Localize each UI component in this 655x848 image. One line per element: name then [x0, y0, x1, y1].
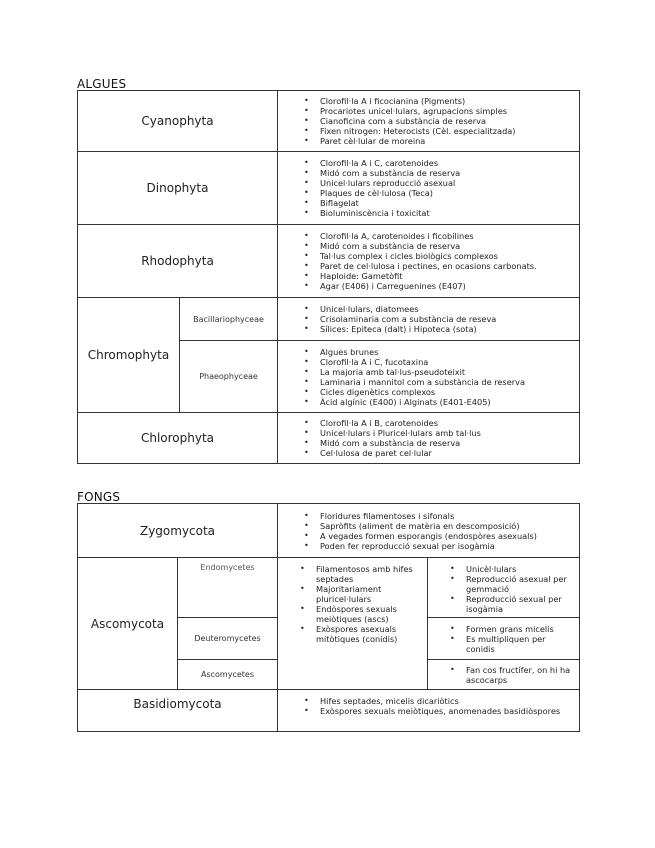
list-item: • Unicel·lulars reproducció asexual — [320, 178, 575, 188]
trait-list — [278, 156, 579, 220]
subclass-name: Phaeophyceae — [180, 341, 278, 413]
list-item: • Exòspores asexuals mitòtiques (conidis) — [316, 624, 423, 644]
list-item: • Sapròfits (aliment de matèria en descomposició) — [320, 521, 575, 531]
list-item: • Plaques de cèl·lulosa (Teca) — [320, 188, 575, 198]
taxon-name: Dinophyta — [78, 152, 278, 225]
trait-list — [428, 663, 579, 687]
list-item: • Paret cèl·lular de moreina — [320, 136, 575, 146]
list-item: • Tal·lus complex i cicles biològics complexos — [320, 251, 575, 261]
subclass-name: Deuteromycetes — [178, 618, 278, 660]
list-item: • Biflagelat — [320, 198, 575, 208]
list-item: • Reproducció asexual per gemmació — [466, 574, 575, 594]
table-row — [78, 504, 580, 558]
taxon-name: Chromophyta — [78, 298, 180, 413]
list-item: • Bioluminiscència i toxicitat — [320, 208, 575, 218]
list-item: • Poden fer reproducció sexual per isogàmia — [320, 541, 575, 551]
list-item: • Clorofil·la A i B, carotenoides — [320, 418, 575, 428]
trait-list — [278, 690, 579, 718]
list-item: • A vegades formen esporangis (endospòres asexuals) — [320, 531, 575, 541]
list-item: • Reproducció sexual per isogàmia — [466, 594, 575, 614]
table-row — [78, 298, 580, 341]
taxon-name: Rhodophyta — [78, 225, 278, 298]
list-item: • Formen grans micelis — [466, 624, 575, 634]
list-item: • Majoritariament pluricel·lulars — [316, 584, 423, 604]
table-row — [78, 152, 580, 225]
taxon-name: Zygomycota — [78, 504, 278, 558]
list-item: • Unicel·lulars, diatomees — [320, 304, 575, 314]
list-item: • Clorofil·la A, carotenoides i ficobilines — [320, 231, 575, 241]
list-item: • Exòspores sexuals meiòtiques, anomenades basidiòspores — [320, 706, 575, 716]
trait-list — [278, 229, 579, 293]
subclass-name: Endomycetes — [178, 558, 278, 618]
list-item: • Agar (E406) i Carreguenines (E407) — [320, 281, 575, 291]
taxon-name: Cyanophyta — [78, 91, 278, 152]
table-row — [78, 225, 580, 298]
list-item: • Cianoficina com a substància de reserva — [320, 116, 575, 126]
trait-list — [278, 509, 579, 553]
table-row — [78, 690, 580, 732]
list-item: • Procariotes unicel·lulars, agrupacions simples — [320, 106, 575, 116]
fongs-table — [77, 503, 580, 732]
trait-list — [278, 416, 579, 460]
list-item: • Algues brunes — [320, 347, 575, 357]
trait-list — [278, 94, 579, 148]
fongs-title: FONGS — [77, 490, 121, 504]
list-item: • Clorofil·la A i C, fucotaxina — [320, 357, 575, 367]
trait-list — [278, 558, 427, 646]
list-item: • Crisolaminaria com a substància de reseva — [320, 314, 575, 324]
list-item: • Es multipliquen per conidis — [466, 634, 575, 654]
subclass-name: Bacillariophyceae — [180, 298, 278, 341]
trait-list — [428, 558, 579, 616]
table-row — [78, 91, 580, 152]
list-item: • Floridures filamentoses i sifonals — [320, 511, 575, 521]
table-row — [78, 558, 580, 618]
list-item: • La majoria amb tal·lus-pseudoteixit — [320, 367, 575, 377]
list-item: • Filamentosos amb hifes septades — [316, 564, 423, 584]
list-item: • Unicèl·lulars — [466, 564, 575, 574]
trait-list — [278, 345, 579, 409]
trait-list — [428, 622, 579, 656]
taxon-name: Chlorophyta — [78, 413, 278, 464]
list-item: • Fan cos fructífer, on hi ha ascocarps — [466, 665, 575, 685]
list-item: • Sílices: Epiteca (dalt) i Hipoteca (sota) — [320, 324, 575, 334]
list-item: • Clorofil·la A i ficocianina (Pigments) — [320, 96, 575, 106]
list-item: • Fixen nitrogen: Heterocists (Cèl. especialitzada) — [320, 126, 575, 136]
table-row — [78, 413, 580, 464]
list-item: • Midó com a substància de reserva — [320, 168, 575, 178]
list-item: • Hifes septades, micelis dicariòtics — [320, 696, 575, 706]
list-item: • Cel·lulosa de paret cel·lular — [320, 448, 575, 458]
list-item: • Haploide: Gametòfit — [320, 271, 575, 281]
list-item: • Unicel·lulars i Pluricel·lulars amb tal·lus — [320, 428, 575, 438]
list-item: • Midó com a substància de reserva — [320, 241, 575, 251]
list-item: • Paret de cel·lulosa i pectines, en ocasions carbonats. — [320, 261, 575, 271]
list-item: • Midó com a substància de reserva — [320, 438, 575, 448]
list-item: • Àcid algínic (E400) i Alginats (E401-E405) — [320, 397, 575, 407]
list-item: • Cicles digenètics complexos — [320, 387, 575, 397]
trait-list — [278, 302, 579, 336]
algues-title: ALGUES — [77, 77, 127, 91]
list-item: • Laminaria i mannitol com a substància de reserva — [320, 377, 575, 387]
list-item: • Clorofil·la A i C, carotenoides — [320, 158, 575, 168]
subclass-name: Ascomycetes — [178, 660, 278, 690]
algues-table — [77, 90, 580, 464]
taxon-name: Ascomycota — [78, 558, 178, 690]
list-item: • Endòspores sexuals meiòtiques (ascs) — [316, 604, 423, 624]
taxon-name: Basidiomycota — [78, 690, 278, 732]
